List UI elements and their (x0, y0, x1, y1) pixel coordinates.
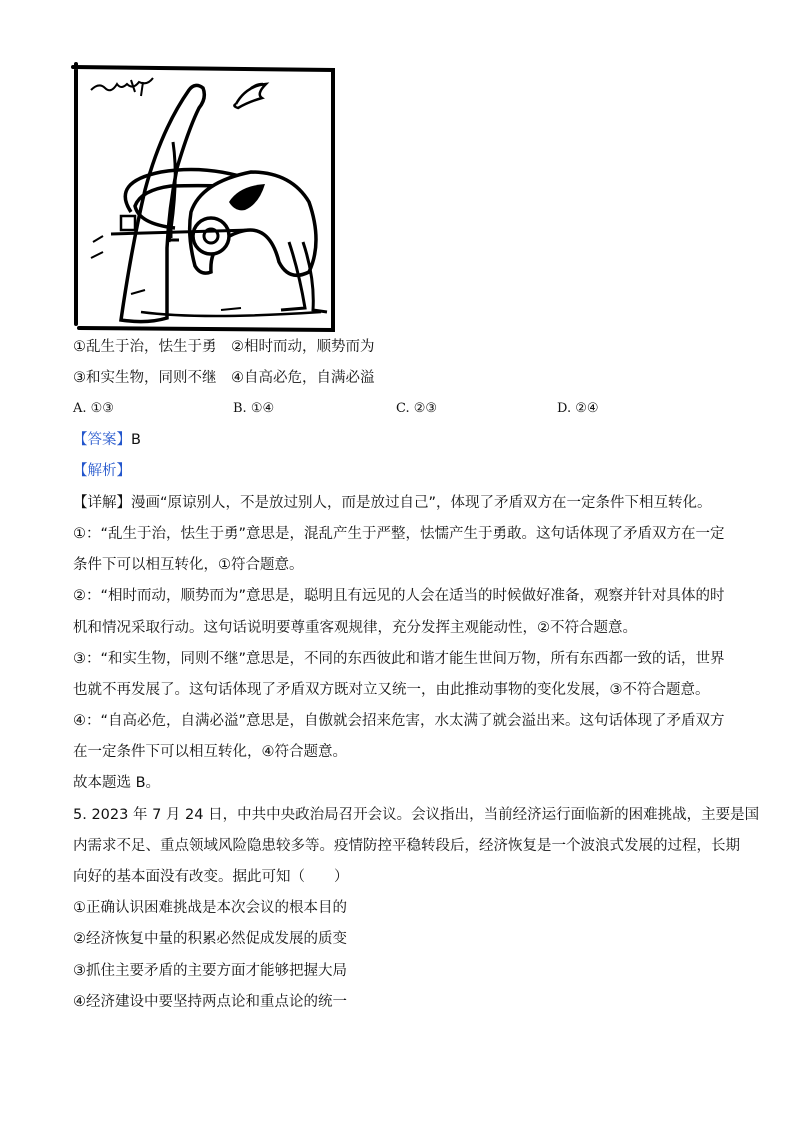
explanation-conclusion: 故本题选 B。 (73, 775, 161, 791)
question5-item-1: ①正确认识困难挑战是本次会议的根本目的 (73, 900, 347, 916)
option-c: C. ②③ (396, 401, 438, 416)
question5-item-4: ④经济建设中要坚持两点论和重点论的统一 (73, 994, 347, 1010)
answer-tag: 【答案】 (73, 432, 131, 448)
option-a: A. ①③ (73, 401, 114, 416)
option-d: D. ②④ (557, 401, 599, 416)
explanation-line-4: ②：“相时而动，顺势而为”意思是，聪明且有远见的人会在适当的时候做好准备，观察并针对具体的时 (73, 588, 725, 604)
statement-line-2: ③和实生物，同则不继 ④自高必危，自满必溢 (73, 370, 375, 386)
question5-stem-2: 内需求不足、重点领域风险隐患较多等。疫情防控平稳转段后，经济恢复是一个波浪式发展的过程，长期 (73, 838, 740, 854)
explanation-line-2: ①：“乱生于治，怯生于勇”意思是，混乱产生于严整，怯懦产生于勇敢。这句话体现了矛盾双方在一定 (73, 526, 725, 542)
question5-stem-3: 向好的基本面没有改变。据此可知（ ） (73, 869, 349, 885)
analysis-tag: 【解析】 (73, 463, 131, 479)
explanation-line-1: 【详解】漫画“原谅别人，不是放过别人，而是放过自己”，体现了矛盾双方在一定条件下相互转化。 (73, 495, 712, 511)
cartoon-illustration (71, 62, 337, 334)
question5-item-3: ③抓住主要矛盾的主要方面才能够把握大局 (73, 963, 347, 979)
question5-item-2: ②经济恢复中量的积累必然促成发展的质变 (73, 931, 347, 947)
statement-line-1: ①乱生于治，怯生于勇 ②相时而动，顺势而为 (73, 339, 375, 355)
explanation-line-7: 也就不再发展了。这句话体现了矛盾双方既对立又统一，由此推动事物的变化发展，③不符合题意。 (73, 682, 710, 698)
answer-line (73, 430, 141, 450)
explanation-line-9: 在一定条件下可以相互转化，④符合题意。 (73, 744, 347, 760)
option-b: B. ①④ (233, 401, 275, 416)
explanation-line-8: ④：“自高必危，自满必溢”意思是，自傲就会招来危害，水太满了就会溢出来。这句话体现了矛盾双方 (73, 713, 725, 729)
explanation-line-6: ③：“和实生物，同则不继”意思是，不同的东西彼此和谐才能生世间万物，所有东西都一致的话，世界 (73, 651, 725, 667)
question5-stem-1: 5. 2023 年 7 月 24 日，中共中央政治局召开会议。会议指出，当前经济运行面临新的困难挑战，主要是国 (73, 807, 760, 823)
answer-value: B (131, 432, 141, 448)
explanation-line-3: 条件下可以相互转化，①符合题意。 (73, 557, 304, 573)
explanation-line-5: 机和情况采取行动。这句话说明要尊重客观规律，充分发挥主观能动性，②不符合题意。 (73, 620, 637, 636)
